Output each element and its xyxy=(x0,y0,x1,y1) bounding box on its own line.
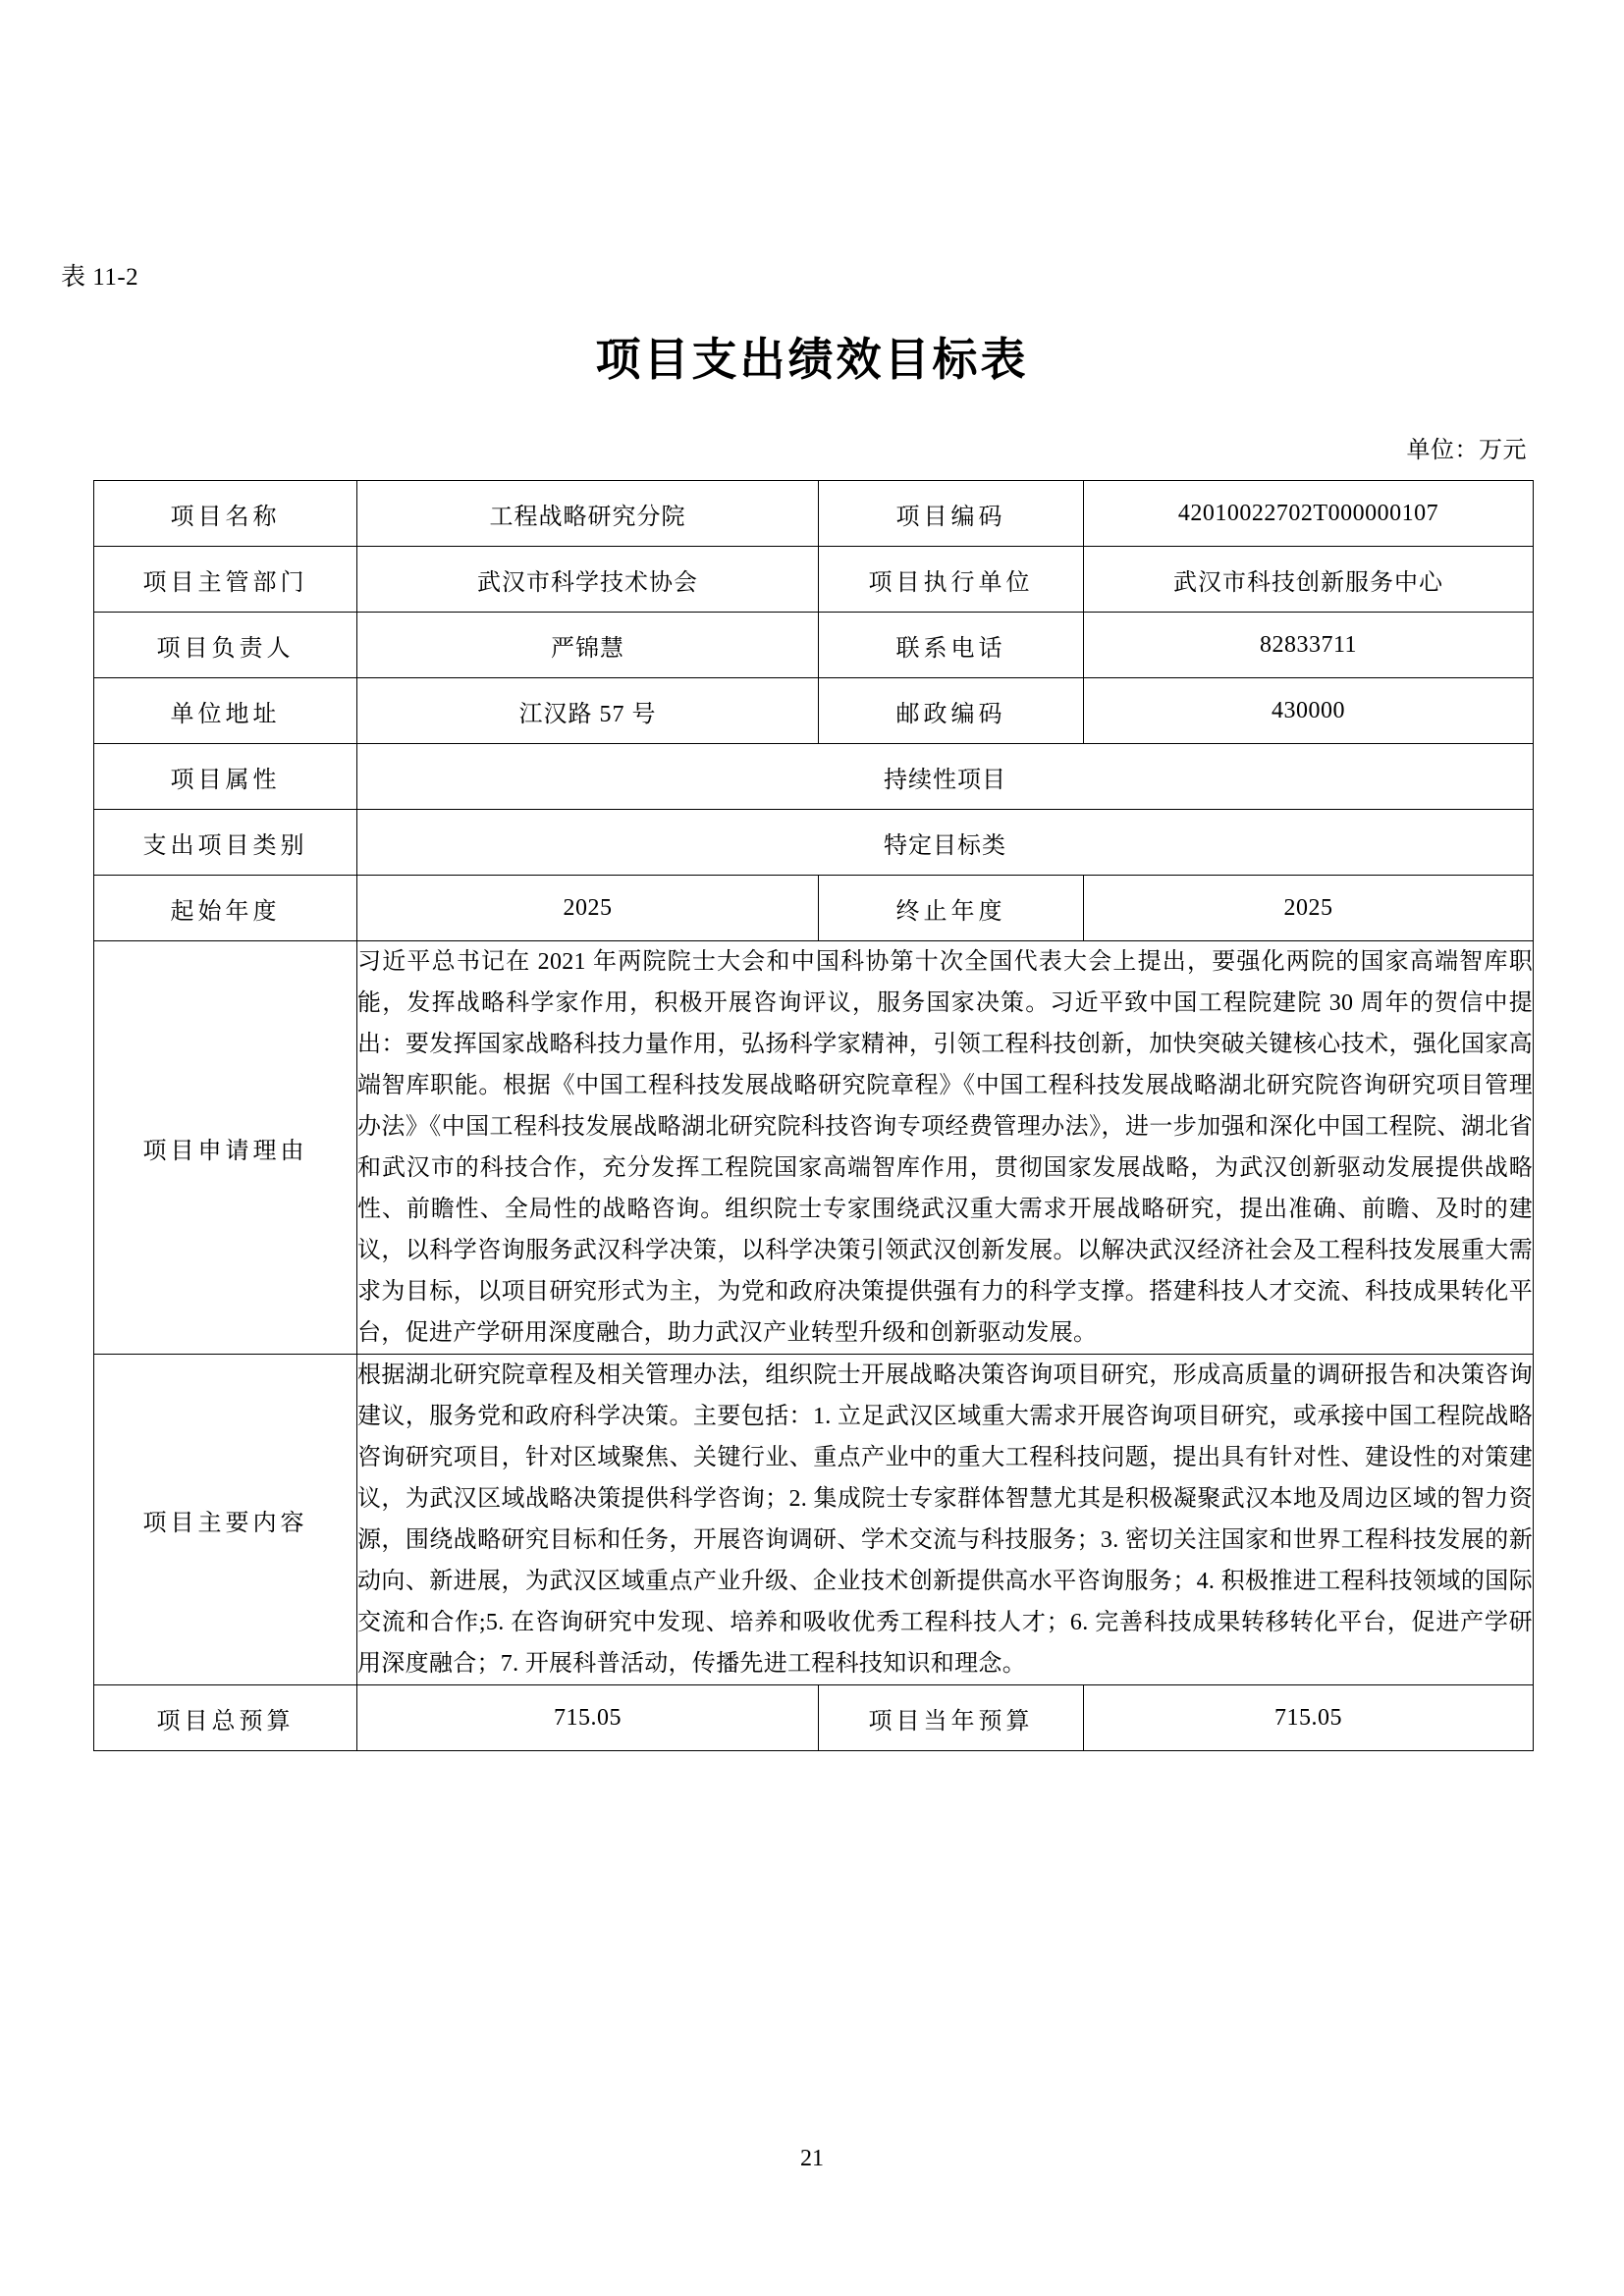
executing-unit-value: 武汉市科技创新服务中心 xyxy=(1084,547,1534,613)
unit-address-value: 江汉路 57 号 xyxy=(357,678,819,744)
supervisor-dept-label: 项目主管部门 xyxy=(94,547,357,613)
table-row xyxy=(94,1685,1534,1751)
year-budget-label: 项目当年预算 xyxy=(819,1685,1084,1751)
project-name-label: 项目名称 xyxy=(94,481,357,547)
unit-address-label: 单位地址 xyxy=(94,678,357,744)
start-year-label: 起始年度 xyxy=(94,876,357,941)
table-row xyxy=(94,1355,1534,1685)
total-budget-value: 715.05 xyxy=(357,1685,819,1751)
table-row xyxy=(94,547,1534,613)
total-budget-label: 项目总预算 xyxy=(94,1685,357,1751)
table-row xyxy=(94,744,1534,810)
page-title: 项目支出绩效目标表 xyxy=(595,335,1029,385)
table-row xyxy=(94,613,1534,678)
apply-reason-label: 项目申请理由 xyxy=(94,941,357,1355)
expense-category-value: 特定目标类 xyxy=(357,810,1534,876)
project-code-value: 42010022702T000000107 xyxy=(1084,481,1534,547)
contact-phone-label: 联系电话 xyxy=(819,613,1084,678)
executing-unit-label: 项目执行单位 xyxy=(819,547,1084,613)
table-row xyxy=(94,941,1534,1355)
postal-code-value: 430000 xyxy=(1084,678,1534,744)
main-content-label: 项目主要内容 xyxy=(94,1355,357,1685)
table-label: 表 11-2 xyxy=(61,264,139,291)
table-row xyxy=(94,481,1534,547)
apply-reason-value: 习近平总书记在 2021 年两院院士大会和中国科协第十次全国代表大会上提出，要强化两院的国家高端智库职能，发挥战略科学家作用，积极开展咨询评议，服务国家决策。习近平致中国工程院建院 30 周年的贺信中提出：要发挥国家战略科技力量作用，弘扬科学家精神，引领工程科技创新，加快突破关键核心技术，强化国家高端智库职能。根据《中国工程科技发展战略研究院章程》《中国工程科技发展战略湖北研究院咨询研究项目管理办法》《中国工程科技发展战略湖北研究院科技咨询专项经费管理办法》，进一步加强和深化中国工程院、湖北省和武汉市的科技合作，充分发挥工程院国家高端智库作用，贯彻国家发展战略，为武汉创新驱动发展提供战略性、前瞻性、全局性的战略咨询。组织院士专家围绕武汉重大需求开展战略研究，提出准确、前瞻、及时的建议，以科学咨询服务武汉科学决策，以科学决策引领武汉创新发展。以解决武汉经济社会及工程科技发展重大需求为目标，以项目研究形式为主，为党和政府决策提供强有力的科学支撑。搭建科技人才交流、科技成果转化平台，促进产学研用深度融合，助力武汉产业转型升级和创新驱动发展。 xyxy=(357,941,1534,1355)
project-attribute-value: 持续性项目 xyxy=(357,744,1534,810)
expense-category-label: 支出项目类别 xyxy=(94,810,357,876)
page-number: 21 xyxy=(800,2146,824,2171)
start-year-value: 2025 xyxy=(357,876,819,941)
project-leader-label: 项目负责人 xyxy=(94,613,357,678)
end-year-label: 终止年度 xyxy=(819,876,1084,941)
supervisor-dept-value: 武汉市科学技术协会 xyxy=(357,547,819,613)
performance-target-table xyxy=(93,480,1534,1751)
project-leader-value: 严锦慧 xyxy=(357,613,819,678)
postal-code-label: 邮政编码 xyxy=(819,678,1084,744)
project-name-value: 工程战略研究分院 xyxy=(357,481,819,547)
unit-note: 单位：万元 xyxy=(1406,438,1527,463)
project-code-label: 项目编码 xyxy=(819,481,1084,547)
contact-phone-value: 82833711 xyxy=(1084,613,1534,678)
table-row xyxy=(94,876,1534,941)
year-budget-value: 715.05 xyxy=(1084,1685,1534,1751)
main-content-value: 根据湖北研究院章程及相关管理办法，组织院士开展战略决策咨询项目研究，形成高质量的调研报告和决策咨询建议，服务党和政府科学决策。主要包括：1. 立足武汉区域重大需求开展咨询项目研究，或承接中国工程院战略咨询研究项目，针对区域聚焦、关键行业、重点产业中的重大工程科技问题，提出具有针对性、建设性的对策建议，为武汉区域战略决策提供科学咨询；2. 集成院士专家群体智慧尤其是积极凝聚武汉本地及周边区域的智力资源，围绕战略研究目标和任务，开展咨询调研、学术交流与科技服务；3. 密切关注国家和世界工程科技发展的新动向、新进展，为武汉区域重点产业升级、企业技术创新提供高水平咨询服务；4. 积极推进工程科技领域的国际交流和合作;5. 在咨询研究中发现、培养和吸收优秀工程科技人才；6. 完善科技成果转移转化平台，促进产学研用深度融合；7. 开展科普活动，传播先进工程科技知识和理念。 xyxy=(357,1355,1534,1685)
project-attribute-label: 项目属性 xyxy=(94,744,357,810)
table-row xyxy=(94,810,1534,876)
end-year-value: 2025 xyxy=(1084,876,1534,941)
table-row xyxy=(94,678,1534,744)
